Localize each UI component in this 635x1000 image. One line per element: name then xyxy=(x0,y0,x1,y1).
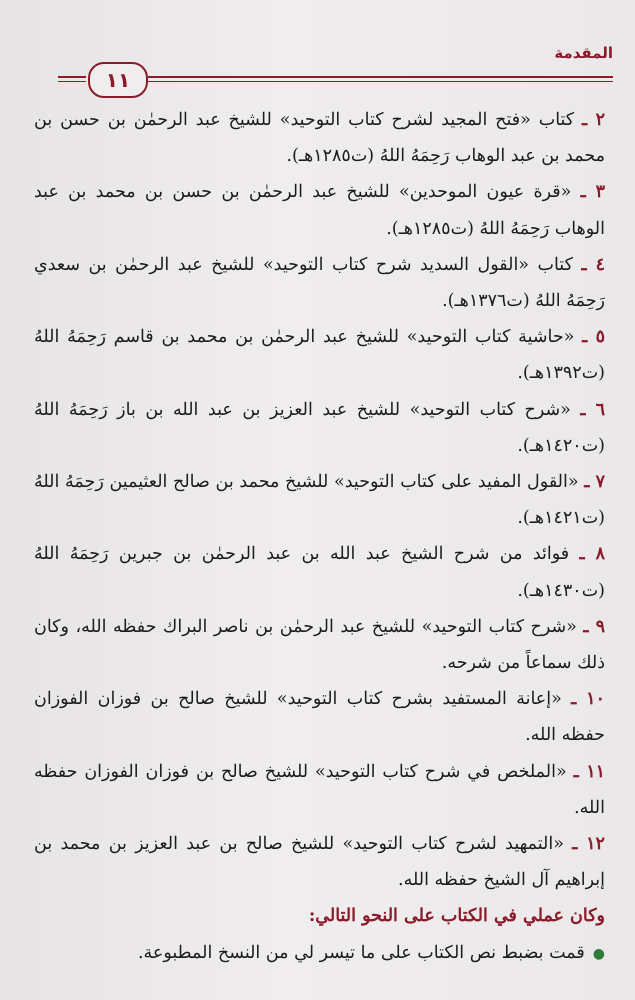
entry-12 xyxy=(34,826,605,898)
entry-text: «قرة عيون الموحدين» للشيخ عبد الرحمٰن بن حسن بن محمد بن عبد الوهاب رَحِمَهُ اللهُ (ت١٢٨٥هـ). xyxy=(34,182,605,239)
entry-text: «إعانة المستفيد بشرح كتاب التوحيد» للشيخ صالح بن فوزان الفوزان حفظه الله. xyxy=(34,689,605,746)
entry-number: ٦ ـ xyxy=(580,399,605,420)
entry-number: ٤ ـ xyxy=(581,254,605,275)
entry-text: فوائد من شرح الشيخ عبد الله بن عبد الرحمٰن بن جبرين رَحِمَهُ اللهُ (ت١٤٣٠هـ). xyxy=(34,544,605,601)
page-header xyxy=(58,38,613,92)
entry-2 xyxy=(34,102,605,174)
entry-number: ٧ ـ xyxy=(584,472,605,493)
entry-number: ٥ ـ xyxy=(582,327,605,348)
header-rule-right xyxy=(148,76,613,78)
entry-text: «حاشية كتاب التوحيد» للشيخ عبد الرحمٰن بن محمد بن قاسم رَحِمَهُ اللهُ (ت١٣٩٢هـ). xyxy=(34,327,605,384)
entry-8 xyxy=(34,536,605,608)
entry-number: ٢ ـ xyxy=(582,110,605,130)
entry-9 xyxy=(34,609,605,681)
entry-text: كتاب «فتح المجيد لشرح كتاب التوحيد» للشيخ عبد الرحمٰن بن حسن بن محمد بن عبد الوهاب رَحِمَهُ اللهُ (ت١٢٨٥هـ). xyxy=(34,110,605,167)
section-title: المقدمة xyxy=(554,44,613,62)
entry-text: «الملخص في شرح كتاب التوحيد» للشيخ صالح بن فوزان الفوزان حفظه الله. xyxy=(34,761,605,818)
entry-text: «التمهيد لشرح كتاب التوحيد» للشيخ صالح بن عبد العزيز بن محمد بن إبراهيم آل الشيخ حفظه الله. xyxy=(34,834,605,891)
entry-number: ٣ ـ xyxy=(580,182,605,203)
method-heading: وكان عملي في الكتاب على النحو التالي: xyxy=(308,906,605,927)
entry-6 xyxy=(34,392,605,464)
entry-number: ١٢ ـ xyxy=(572,834,605,855)
entry-5 xyxy=(34,319,605,391)
entry-11 xyxy=(34,754,605,826)
entry-number: ١١ ـ xyxy=(573,761,605,782)
bullet-icon: ● xyxy=(592,945,605,962)
entry-number: ٨ ـ xyxy=(579,544,605,565)
entry-text: «القول المفيد على كتاب التوحيد» للشيخ محمد بن صالح العثيمين رَحِمَهُ اللهُ (ت١٤٢١هـ). xyxy=(34,472,605,529)
bullet-text: قمت بضبط نص الكتاب على ما تيسر لي من النسخ المطبوعة. xyxy=(137,942,585,963)
entry-number: ١٠ ـ xyxy=(571,689,605,710)
header-rule-left xyxy=(58,76,86,78)
entry-number: ٩ ـ xyxy=(583,616,605,637)
entry-text: «شرح كتاب التوحيد» للشيخ عبد الرحمٰن بن ناصر البراك حفظه الله، وكان ذلك سماعاً من شرحه. xyxy=(34,616,605,674)
header-rule-right-thin xyxy=(148,81,613,82)
bullet-item xyxy=(34,935,605,972)
entry-text: «شرح كتاب التوحيد» للشيخ عبد العزيز بن عبد الله بن باز رَحِمَهُ اللهُ (ت١٤٢٠هـ). xyxy=(34,399,605,456)
entry-text: كتاب «القول السديد شرح كتاب التوحيد» للشيخ عبد الرحمٰن بن سعدي رَحِمَهُ اللهُ (ت١٣٧٦هـ). xyxy=(34,254,605,312)
entry-10 xyxy=(34,681,605,753)
entry-4 xyxy=(34,247,605,319)
header-rule-left-thin xyxy=(58,81,86,82)
entry-3 xyxy=(34,174,605,246)
entry-7 xyxy=(34,464,605,536)
page-number: ١١ xyxy=(88,62,148,98)
page-body xyxy=(34,102,605,972)
